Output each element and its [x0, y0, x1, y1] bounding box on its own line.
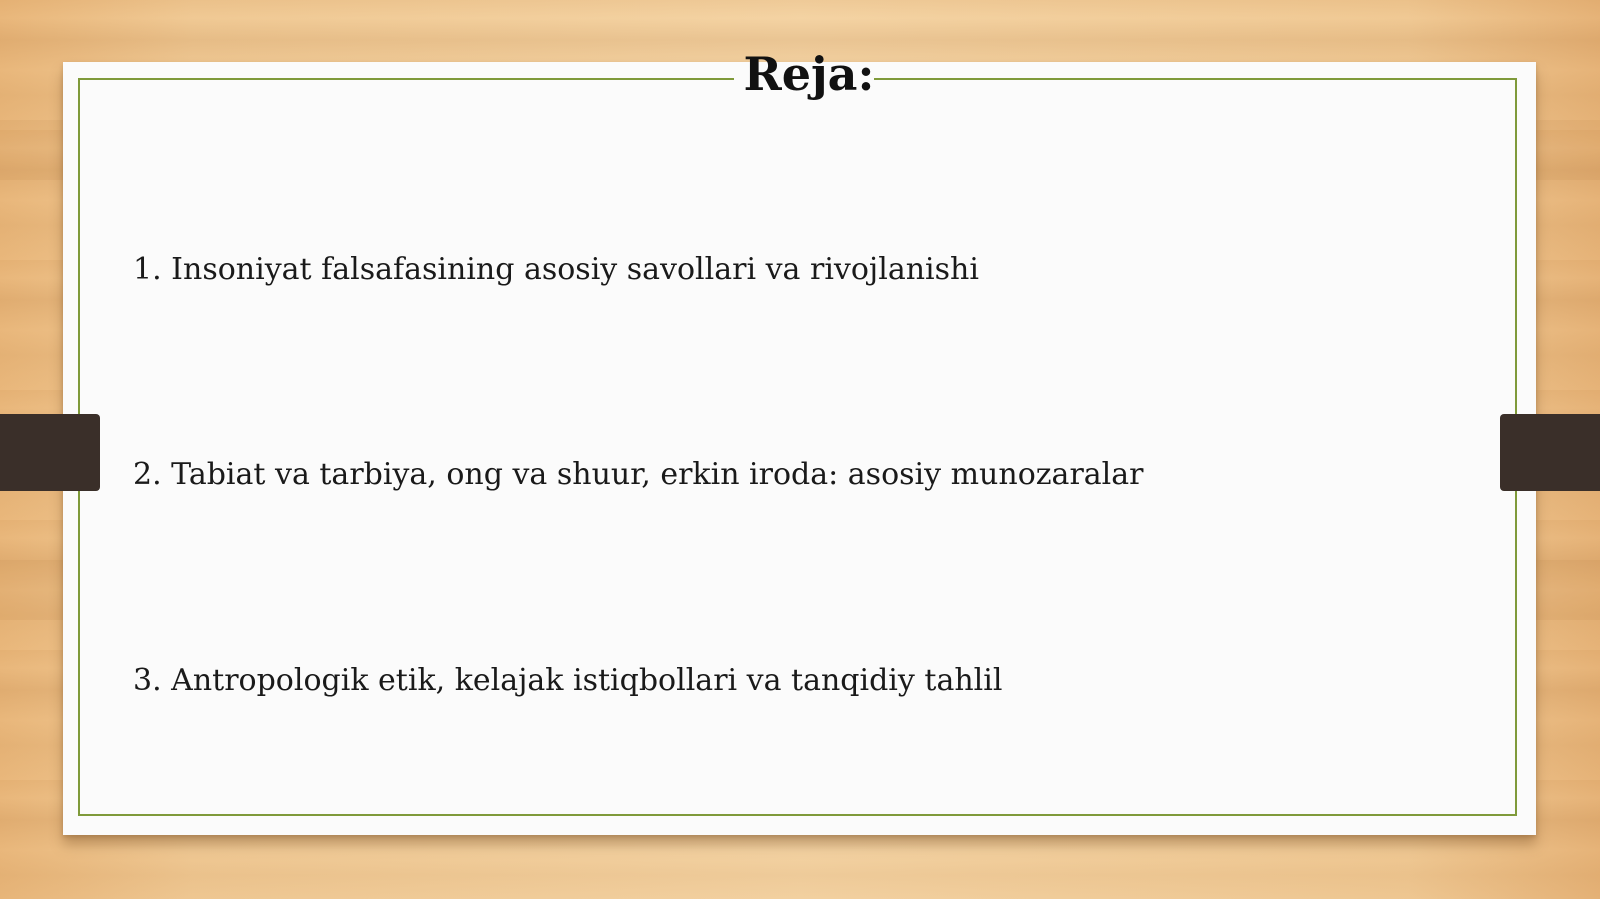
slide-frame-border: [78, 78, 1517, 816]
left-binder-tab: [0, 414, 100, 491]
right-binder-tab: [1500, 414, 1600, 491]
plan-item-1: 1. Insoniyat falsafasining asosiy savollari va rivojlanishi: [133, 252, 979, 287]
plan-item-2: 2. Tabiat va tarbiya, ong va shuur, erkin iroda: asosiy munozaralar: [133, 457, 1144, 492]
slide-title: Reja:: [743, 47, 875, 101]
plan-item-3: 3. Antropologik etik, kelajak istiqbollari va tanqidiy tahlil: [133, 663, 1003, 698]
